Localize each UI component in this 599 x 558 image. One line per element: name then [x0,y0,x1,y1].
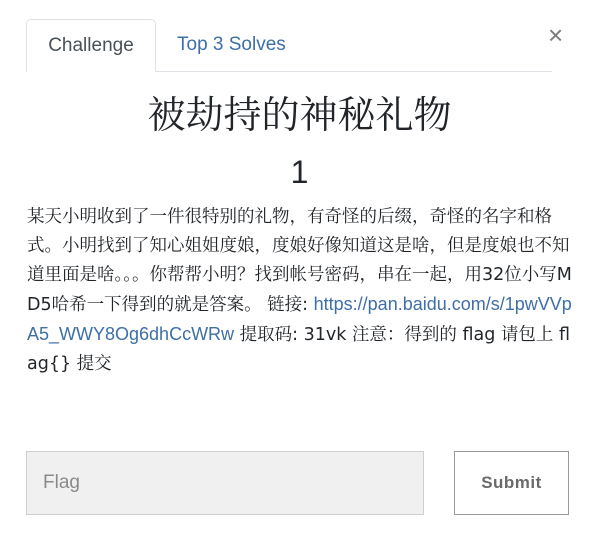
challenge-description [27,203,577,379]
flag-input[interactable] [26,451,424,515]
description-main: 某天小明收到了一件很特别的礼物，有奇怪的后缀，奇怪的名字和格式。小明找到了知心姐姐度娘，度娘好像知道这是啥，但是度娘也不知道里面是啥。。。你帮帮小明？找到帐号密码，串在一起，用32位小写MD5哈希一下得到的就是答案。 链接: [27,207,572,315]
submit-button[interactable]: Submit [454,451,569,515]
tab-top-solves[interactable]: Top 3 Solves [177,34,286,55]
description-tail: 提取码: 31vk 注意：得到的 flag 请包上 flag{} 提交 [27,325,570,374]
challenge-title: 被劫持的神秘礼物 [147,93,452,137]
challenge-points: 1 [290,154,309,190]
tab-challenge[interactable]: Challenge [26,19,156,72]
close-icon[interactable]: × [548,20,564,50]
tab-bar [26,19,552,72]
download-link[interactable]: https://pan.baidu.com/s/1pwVVpA5_WWY8Og6dhCcWRw [27,294,572,344]
